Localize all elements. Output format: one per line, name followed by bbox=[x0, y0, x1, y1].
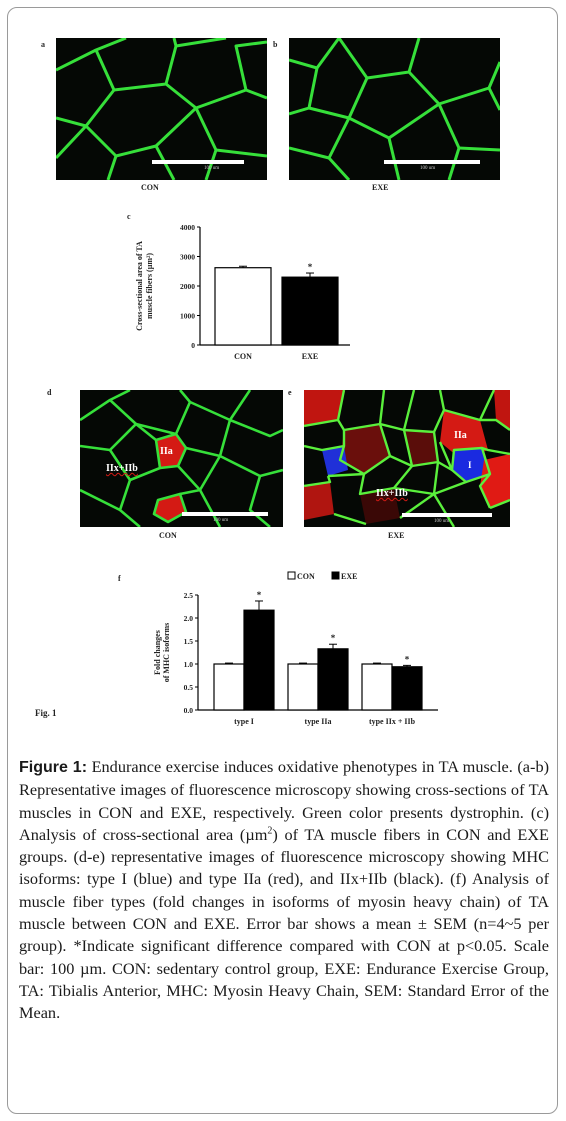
chart-c-ylabel: Cross-sectional area of TAmuscle fibers (µm²) bbox=[135, 241, 154, 331]
chart-f-legend-label-con: CON bbox=[297, 572, 315, 581]
chart-f-legend-label-exe: EXE bbox=[341, 572, 358, 581]
chart-c-ytick-label: 4000 bbox=[180, 223, 195, 232]
scale-text-d: 100 um bbox=[213, 518, 229, 523]
chart-f-legend-swatch-exe bbox=[332, 572, 339, 579]
chart-f-significance: * bbox=[256, 589, 262, 600]
panel-a-group: CON bbox=[141, 183, 159, 192]
panel-d-group: CON bbox=[159, 531, 177, 540]
chart-f-bar-con bbox=[288, 664, 318, 710]
chart-f-bar-con bbox=[362, 664, 392, 710]
chart-f-bar-con bbox=[214, 664, 244, 710]
chart-f-letter: f bbox=[118, 574, 121, 583]
chart-c-ytick-label: 2000 bbox=[180, 282, 195, 291]
chart-f-xtick-label: type IIx + IIb bbox=[368, 717, 416, 726]
chart-f-ytick-label: 1.0 bbox=[183, 660, 193, 669]
caption-label: Figure 1: bbox=[19, 759, 88, 776]
micrograph-e bbox=[304, 390, 510, 527]
chart-c bbox=[100, 205, 380, 370]
micrograph-d bbox=[80, 390, 283, 527]
label-iia-d: IIa bbox=[160, 446, 173, 457]
scale-bar-d bbox=[182, 512, 268, 516]
chart-c-significance: * bbox=[307, 262, 313, 273]
fiber-network-a bbox=[56, 38, 267, 180]
panel-e-letter: e bbox=[288, 388, 292, 397]
panel-b-letter: b bbox=[273, 40, 278, 49]
caption-text-1: Endurance exercise induces oxidative phenotypes in TA muscle. (a-b) Representative images of fluorescence microscopy showing cross-sections of TA muscles in CON and EXE, respectively. Green color presents dystrophin. (c) Analysis of cross-sectional area (µm bbox=[19, 757, 550, 844]
chart-f bbox=[110, 563, 450, 738]
chart-f-significance: * bbox=[330, 633, 336, 644]
scale-bar-a bbox=[152, 160, 244, 164]
scale-bar-b bbox=[384, 160, 480, 164]
chart-f-ytick-label: 1.5 bbox=[183, 637, 193, 646]
chart-c-bar-exe bbox=[282, 277, 338, 345]
scale-text-e: 100 um bbox=[434, 519, 450, 524]
chart-c-letter: c bbox=[127, 212, 131, 221]
scale-text-b: 100 um bbox=[420, 166, 436, 171]
micrograph-a bbox=[56, 38, 267, 180]
chart-f-bar-exe bbox=[392, 667, 422, 710]
caption-text-2: ) of TA muscle fibers in CON and EXE groups. (d-e) representative images of fluorescence microscopy showing MHC isoforms: type I (blue) and type IIa (red), and IIx+IIb (black). (f) Analysis of muscle fiber types (fold changes in isoforms of myosin heavy chain) of TA muscle between CON and EXE. Error bar shows a mean ± SEM (n=4~5 per group). *Indicate significant difference compared with CON at p<0.05. Scale bar: 100 µm. CON: sedentary control group, EXE: Endurance Exercise Group, TA: Tibialis Anterior, MHC: Myosin Heavy Chain, SEM: Standard Error of the Mean. bbox=[19, 824, 549, 1023]
chart-f-ytick-label: 0.0 bbox=[183, 706, 193, 715]
chart-f-bar-exe bbox=[244, 610, 274, 710]
chart-c-ytick-label: 0 bbox=[191, 341, 195, 350]
chart-c-bar-con bbox=[215, 268, 271, 345]
chart-c-xtick-label: CON bbox=[234, 352, 252, 361]
label-iia-e: IIa bbox=[454, 430, 467, 441]
chart-f-ytick-label: 2.0 bbox=[183, 614, 193, 623]
micrograph-b bbox=[289, 38, 500, 180]
panel-b-group: EXE bbox=[372, 183, 389, 192]
chart-c-xtick-label: EXE bbox=[301, 352, 319, 361]
caption-superscript: 2 bbox=[267, 825, 273, 837]
chart-f-xtick-label: type IIa bbox=[304, 717, 332, 726]
chart-f-ylabel: Fold changesof MHC isoforms bbox=[153, 622, 171, 683]
label-iix-iib-e: IIx+IIb bbox=[376, 488, 408, 499]
fiber-network-e bbox=[304, 390, 510, 527]
chart-f-ytick-label: 2.5 bbox=[183, 591, 193, 600]
label-iix-iib-d: IIx+IIb bbox=[106, 463, 138, 474]
chart-f-bar-exe bbox=[318, 649, 348, 710]
chart-f-xtick-label: type I bbox=[234, 717, 254, 726]
fiber-network-d bbox=[80, 390, 283, 527]
panel-a-letter: a bbox=[41, 40, 45, 49]
scale-text-a: 100 um bbox=[204, 166, 220, 171]
label-type-i-e: I bbox=[468, 460, 472, 470]
chart-f-legend-swatch-con bbox=[288, 572, 295, 579]
scale-bar-e bbox=[402, 513, 492, 517]
fig-label: Fig. 1 bbox=[35, 708, 57, 718]
figure-caption bbox=[19, 756, 549, 1025]
chart-f-ytick-label: 0.5 bbox=[183, 683, 193, 692]
panel-d-letter: d bbox=[47, 388, 52, 397]
panel-e-group: EXE bbox=[388, 531, 405, 540]
chart-f-significance: * bbox=[404, 654, 410, 665]
chart-c-ytick-label: 1000 bbox=[180, 311, 195, 321]
chart-c-ytick-label: 3000 bbox=[180, 252, 195, 262]
fiber-network-b bbox=[289, 38, 500, 180]
